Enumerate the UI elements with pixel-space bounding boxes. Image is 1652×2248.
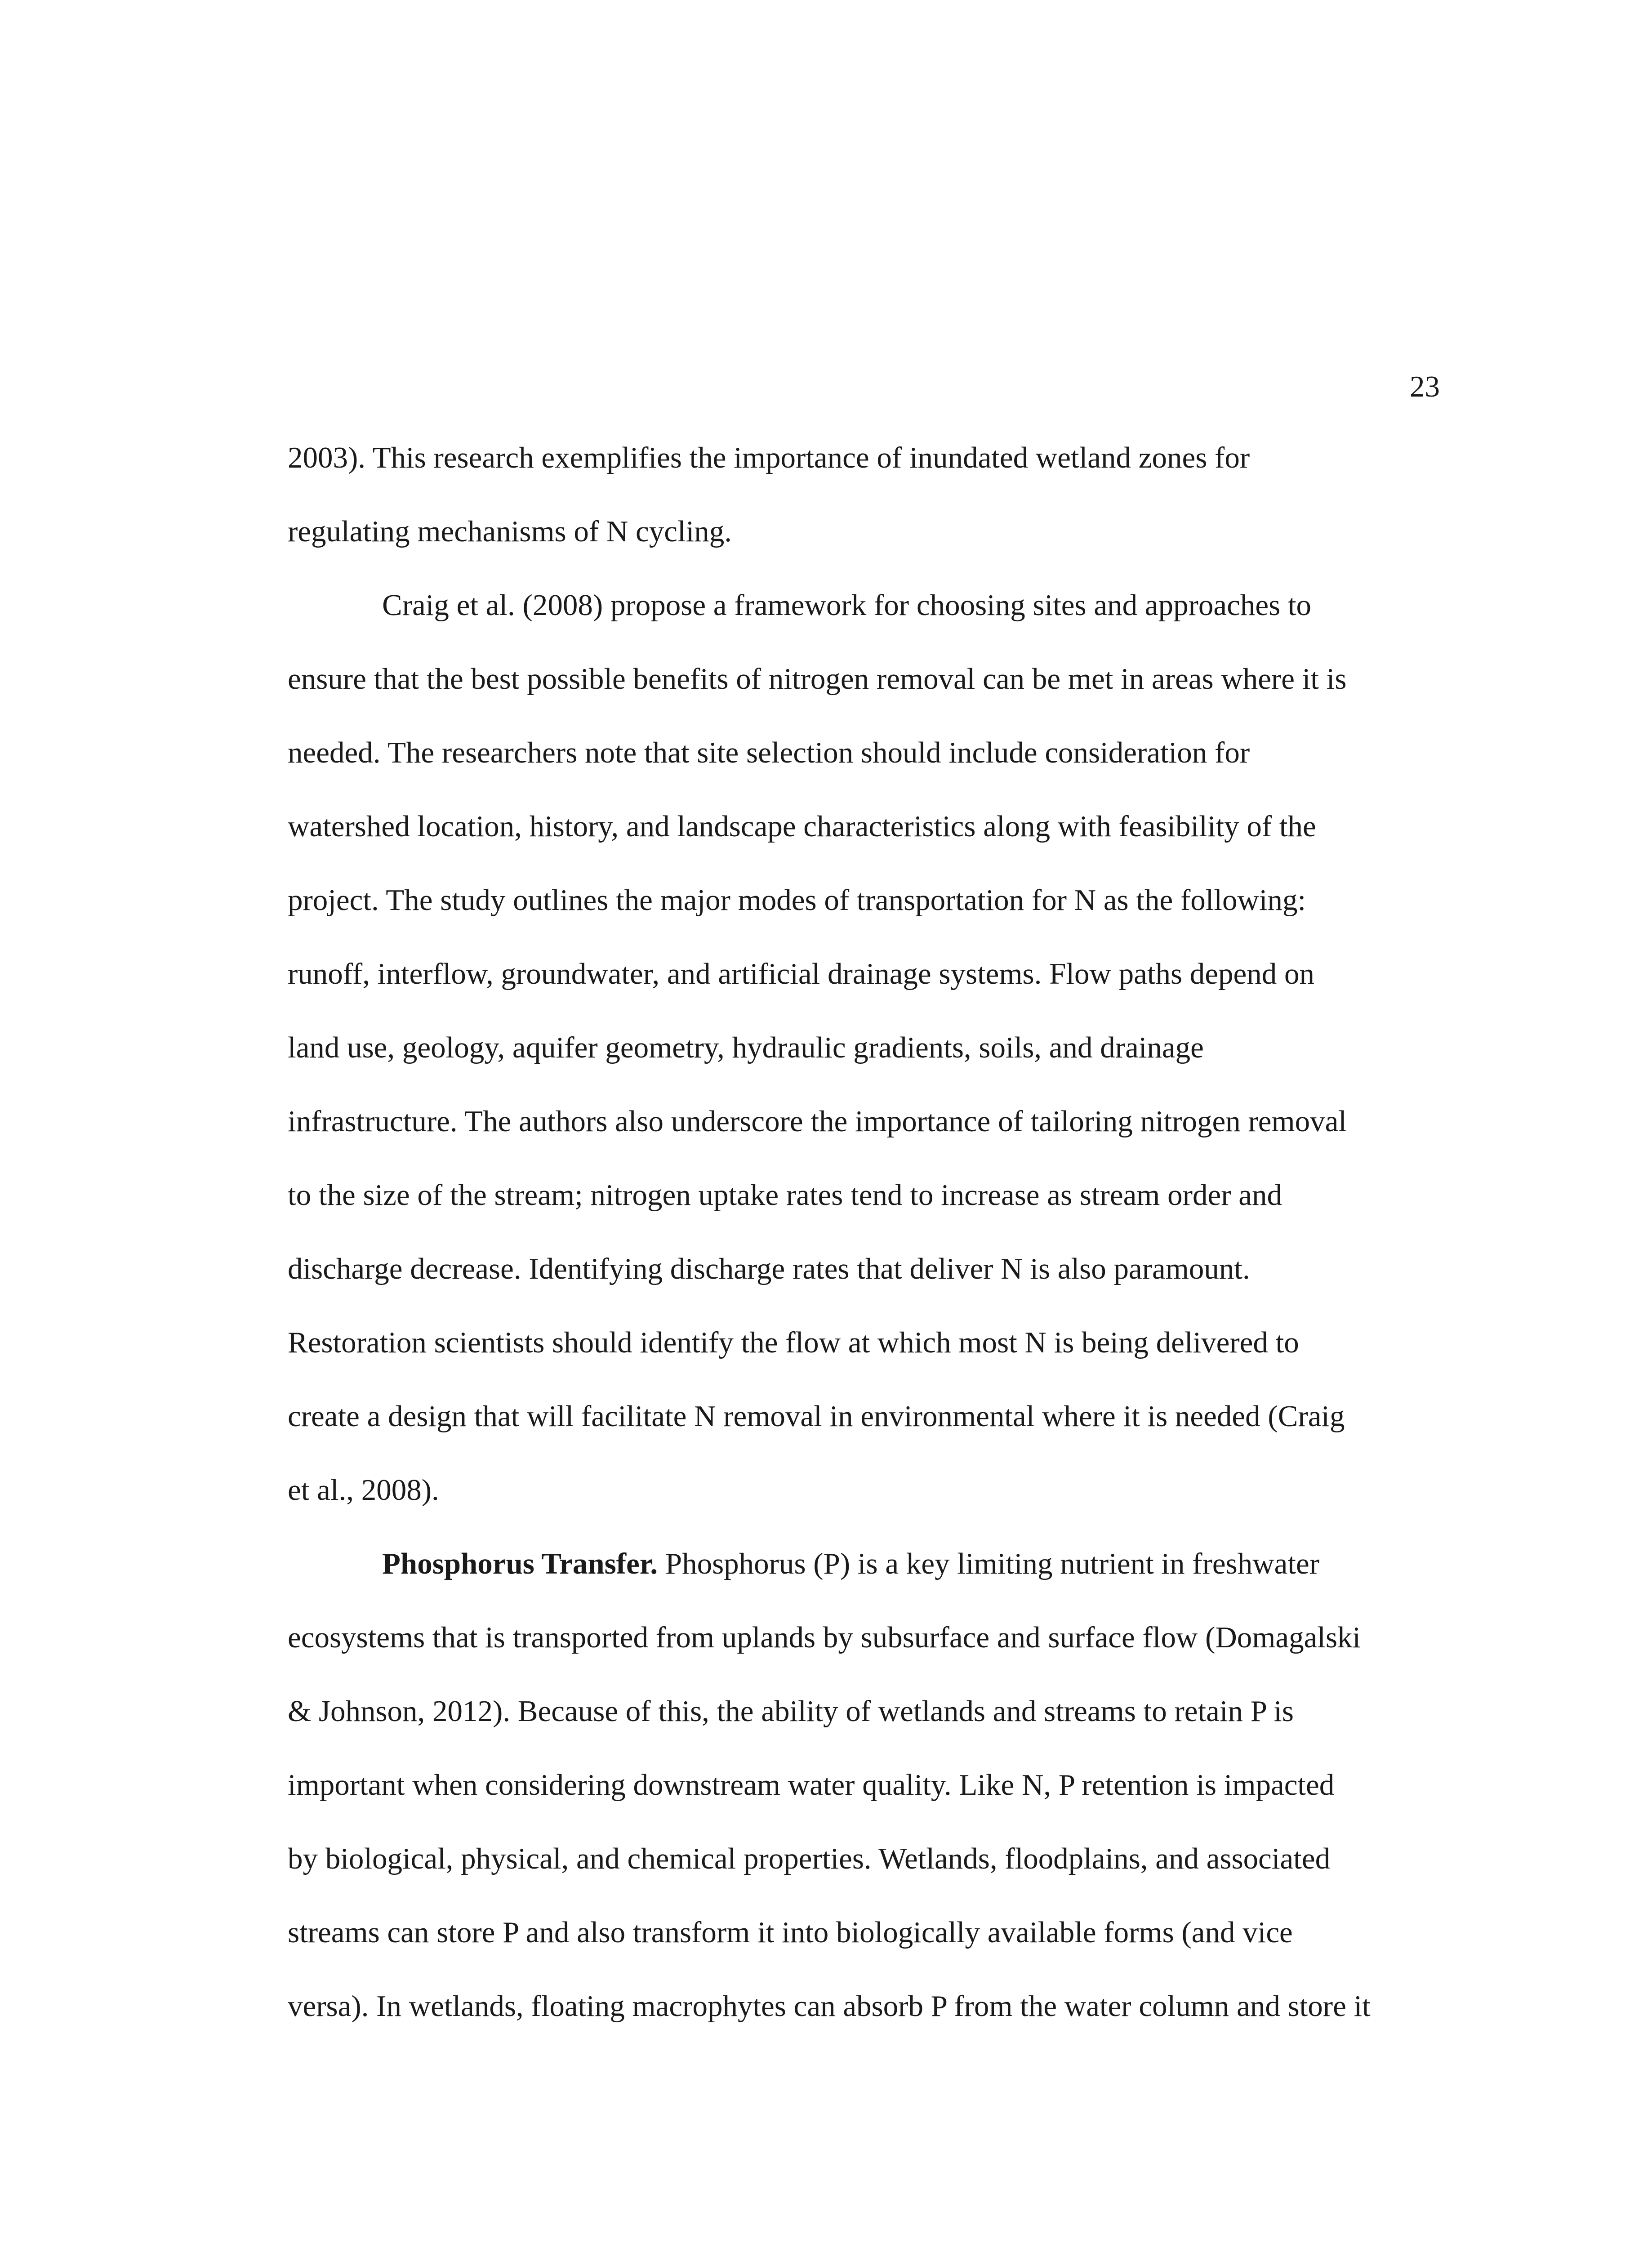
paragraph-2-line-11: Restoration scientists should identify the flow at which most N is being delivered to <box>288 1326 1299 1359</box>
paragraph-2-line-2: ensure that the best possible benefits of nitrogen removal can be met in areas where it is <box>288 662 1347 696</box>
paragraph-2-line-10: discharge decrease. Identifying discharge rates that deliver N is also paramount. <box>288 1252 1250 1285</box>
paragraph-2-line-12: create a design that will facilitate N removal in environmental where it is needed (Craig <box>288 1400 1345 1433</box>
paragraph-3-line-1 <box>288 1546 1447 1619</box>
paragraph-2-line-1: Craig et al. (2008) propose a framework for choosing sites and approaches to <box>382 589 1312 622</box>
paragraph-2-line-6: runoff, interflow, groundwater, and artificial drainage systems. Flow paths depend on <box>288 957 1315 990</box>
paragraph-2-line-7: land use, geology, aquifer geometry, hydraulic gradients, soils, and drainage <box>288 1031 1204 1064</box>
paragraph-3-line-7: versa). In wetlands, floating macrophytes can absorb P from the water column and store it <box>288 1989 1371 2023</box>
paragraph-1-line-1: 2003). This research exemplifies the importance of inundated wetland zones for <box>288 441 1250 474</box>
paragraph-2-line-13: et al., 2008). <box>288 1473 439 1507</box>
paragraph-2-line-4: watershed location, history, and landscape characteristics along with feasibility of the <box>288 810 1316 843</box>
paragraph-3-line-6: streams can store P and also transform it into biologically available forms (and vice <box>288 1916 1293 1949</box>
page-number: 23 <box>1410 370 1440 403</box>
paragraph-3-line-5: by biological, physical, and chemical properties. Wetlands, floodplains, and associated <box>288 1842 1331 1875</box>
paragraph-3-line-4: important when considering downstream water quality. Like N, P retention is impacted <box>288 1768 1335 1802</box>
paragraph-3-line-1-text: Phosphorus (P) is a key limiting nutrient in freshwater <box>658 1547 1320 1580</box>
paragraph-3-line-2: ecosystems that is transported from uplands by subsurface and surface flow (Domagalski <box>288 1621 1361 1654</box>
section-heading-phosphorus-transfer: Phosphorus Transfer. <box>382 1547 658 1580</box>
paragraph-3-line-3: & Johnson, 2012). Because of this, the ability of wetlands and streams to retain P is <box>288 1695 1294 1728</box>
paragraph-2-line-5: project. The study outlines the major modes of transportation for N as the following: <box>288 883 1306 917</box>
paragraph-2-line-9: to the size of the stream; nitrogen uptake rates tend to increase as stream order and <box>288 1178 1282 1212</box>
paragraph-2-line-3: needed. The researchers note that site selection should include consideration for <box>288 736 1250 769</box>
body-text <box>288 440 1447 2062</box>
paragraph-1-line-2: regulating mechanisms of N cycling. <box>288 515 732 548</box>
paragraph-2-line-8: infrastructure. The authors also underscore the importance of tailoring nitrogen removal <box>288 1105 1347 1138</box>
